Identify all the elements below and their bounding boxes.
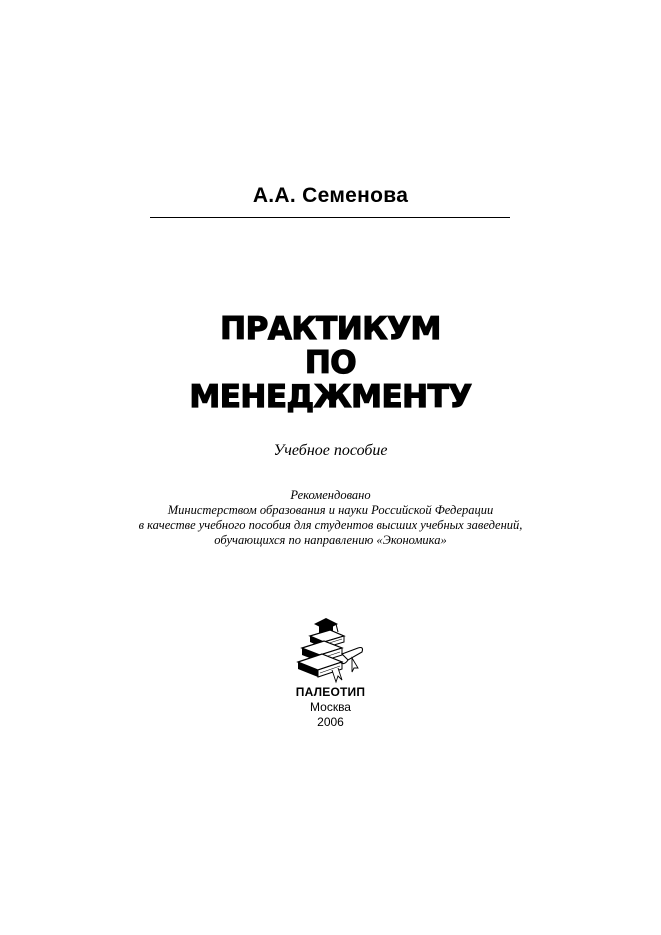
- recommendation-line: Рекомендовано: [290, 488, 371, 502]
- recommendation-line: Министерством образования и науки Российской Федерации: [167, 503, 494, 517]
- publication-year: 2006: [317, 715, 344, 729]
- books-graduation-cap-logo-icon: [292, 610, 370, 686]
- recommendation-block: [0, 488, 661, 548]
- author-name: А.А. Семенова: [252, 184, 409, 207]
- author-divider-line: [150, 217, 510, 218]
- publisher-name: ПАЛЕОТИП: [295, 685, 366, 699]
- recommendation-line: в качестве учебного пособия для студентов высших учебных заведений,: [138, 518, 523, 532]
- publication-city: Москва: [310, 700, 351, 714]
- book-subtitle: Учебное пособие: [273, 442, 388, 459]
- book-title-line: ПО: [304, 345, 357, 381]
- book-title-line: МЕНЕДЖМЕНТУ: [189, 379, 472, 415]
- book-title: [0, 312, 661, 414]
- recommendation-line: обучающихся по направлению «Экономика»: [214, 533, 447, 547]
- book-title-line: ПРАКТИКУМ: [220, 311, 441, 347]
